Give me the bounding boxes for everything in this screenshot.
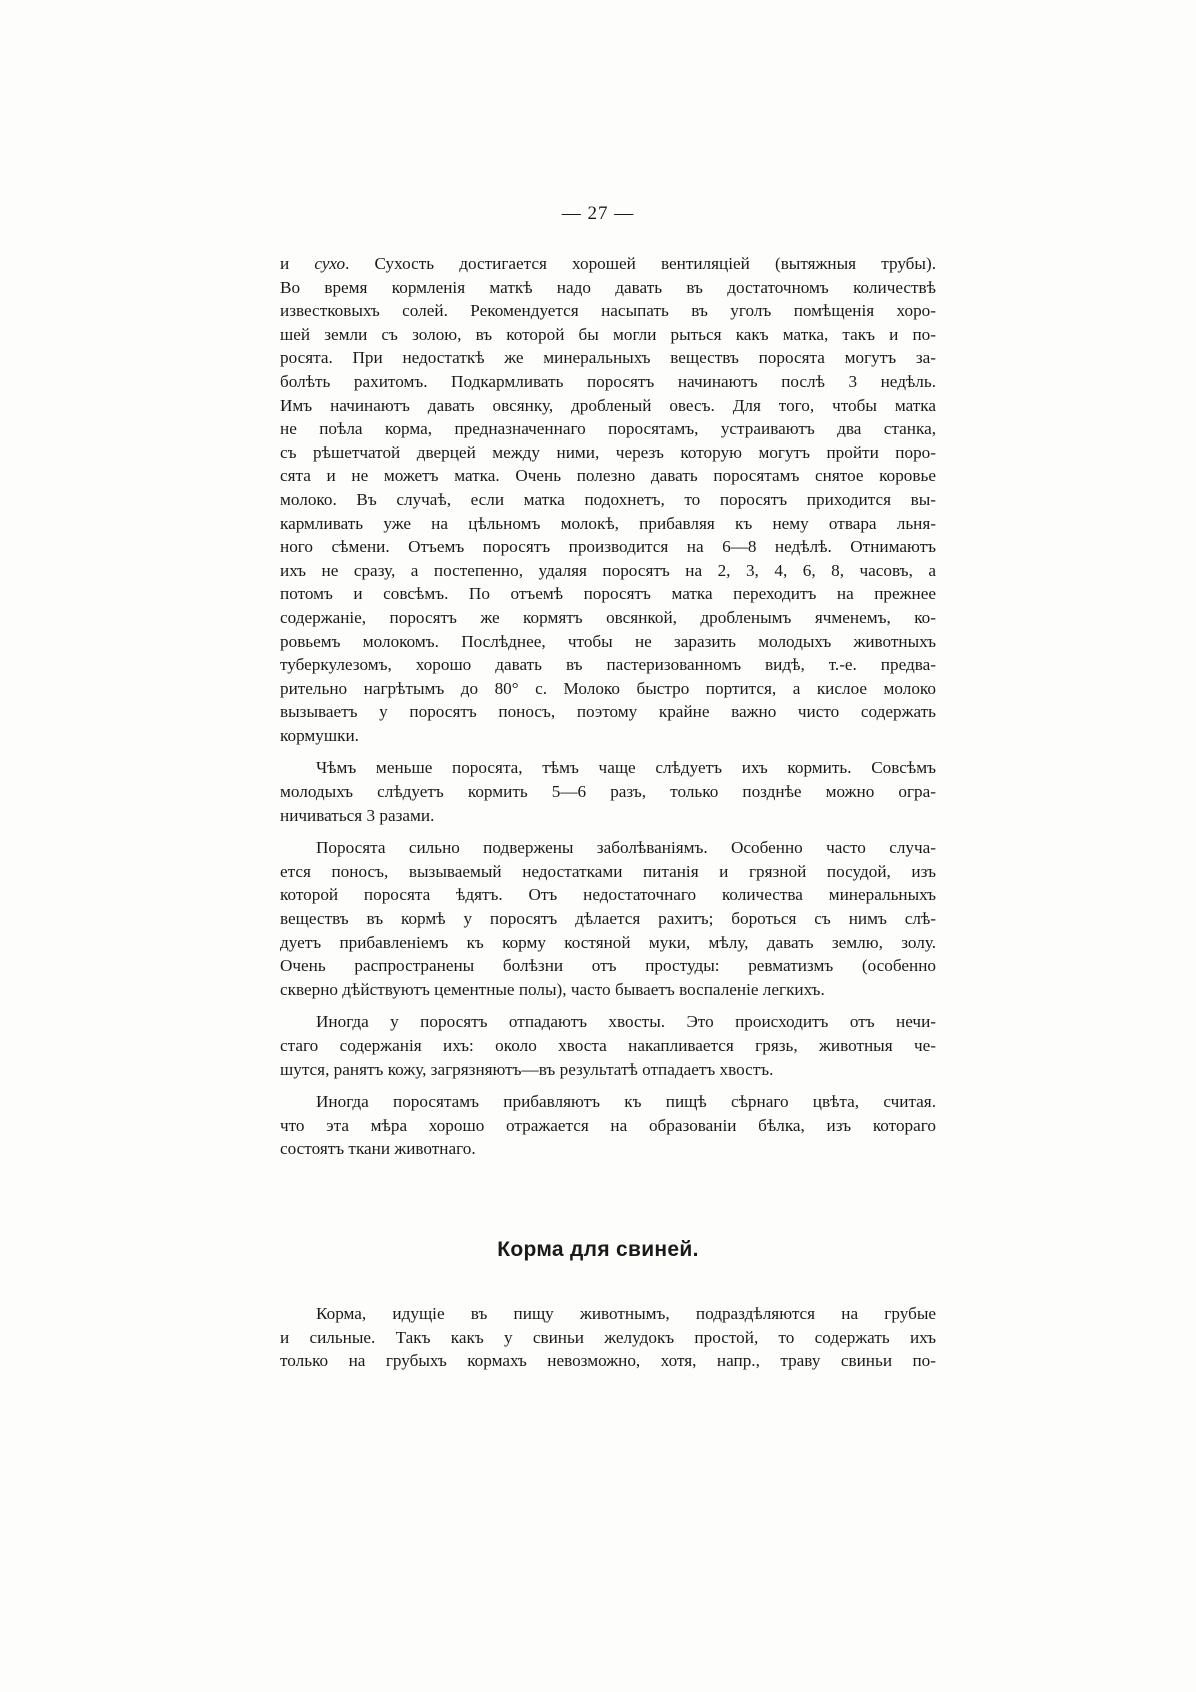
text-line: Корма, идущiе въ пищу животнымъ, подраздѣляются на грубые (316, 1304, 936, 1323)
paragraph-4 (280, 1010, 936, 1081)
text-line: содержанiе, поросятъ же кормятъ овсянкой, дробленымъ ячменемъ, ко- (280, 607, 936, 627)
section-body-text (280, 1302, 936, 1382)
text-line: Иногда у поросятъ отпадаютъ хвосты. Это происходитъ отъ нечи- (316, 1012, 936, 1032)
text-line: молодыхъ слѣдуетъ кормить 5—6 разъ, только позднѣе можно огра- (280, 782, 936, 802)
text-line: ется поносъ, вызываемый недостатками питанiя и грязной посудой, изъ (280, 861, 936, 881)
text-line: Во время кормленiя маткѣ надо давать въ достаточномъ количествѣ (280, 277, 936, 297)
text-line: и сильные. Такъ какъ у свиньи желудокъ простой, то содержать ихъ (280, 1327, 936, 1347)
paragraph-1 (280, 252, 936, 747)
text-line: Имъ начинаютъ давать овсянку, дробленый овесъ. Для того, чтобы матка (280, 395, 936, 415)
section-heading: Корма для свиней. (497, 1238, 699, 1261)
text-line: известковыхъ солей. Рекомендуется насыпать въ уголъ помѣщенiя хоро- (280, 301, 936, 321)
paragraph-3 (280, 836, 936, 1001)
text-line: состоятъ ткани животнаго. (280, 1139, 476, 1159)
text-line: кормушки. (280, 725, 359, 745)
text-line: которой поросята ѣдятъ. Отъ недостаточнаго количества минеральныхъ (280, 885, 936, 905)
text-line: Иногда поросятамъ прибавляютъ къ пищѣ сѣрнаго цвѣта, считая. (316, 1092, 936, 1112)
text-line: Чѣмъ меньше поросята, тѣмъ чаще слѣдуетъ ихъ кормить. Совсѣмъ (316, 758, 936, 778)
text-line: туберкулезомъ, хорошо давать въ пастеризованномъ видѣ, т.-е. предва- (280, 655, 936, 675)
paragraph-5 (280, 1090, 936, 1161)
text-line: вызываетъ у поросятъ поносъ, поэтому крайне важно чисто содержать (280, 702, 936, 722)
text-line: ничиваться 3 разами. (280, 805, 435, 825)
text-line: только на грубыхъ кормахъ невозможно, хотя, напр., траву свиньи по- (280, 1351, 936, 1371)
body-text (280, 252, 936, 1170)
text-line: молоко. Въ случаѣ, если матка подохнетъ, то поросятъ приходится вы- (280, 489, 936, 509)
text-line: дуетъ прибавленiемъ къ корму костяной муки, мѣлу, давать землю, золу. (280, 932, 936, 952)
text-line: шей земли съ золою, въ которой бы могли рыться какъ матка, такъ и по- (280, 324, 936, 344)
page-number: — 27 — (561, 203, 635, 224)
text-line: рительно нагрѣтымъ до 80° с. Молоко быстро портится, а кислое молоко (280, 678, 936, 698)
text-line: ихъ не сразу, а постепенно, удаляя поросятъ на 2, 3, 4, 6, 8, часовъ, а (280, 560, 936, 580)
text-line: потомъ и совсѣмъ. По отъемѣ поросятъ матка переходитъ на прежнее (280, 584, 936, 604)
text-line: болѣть рахитомъ. Подкармливать поросятъ начинаютъ послѣ 3 недѣль. (280, 371, 936, 391)
section-paragraph (280, 1302, 936, 1373)
text-line: кармливать уже на цѣльномъ молокѣ, прибавляя къ нему отвара льня- (280, 513, 936, 533)
text-line: не поѣла корма, предназначеннаго поросятамъ, устраиваютъ два станка, (280, 419, 936, 439)
text-line: съ рѣшетчатой дверцей между ними, черезъ которую могутъ пройти поро- (280, 442, 936, 462)
text-line: стаго содержанiя ихъ: около хвоста накапливается грязь, животныя че- (280, 1036, 936, 1055)
text-line: скверно дѣйствуютъ цементные полы), часто бываетъ воспаленiе легкихъ. (280, 979, 825, 999)
text-line: веществъ въ кормѣ у поросятъ дѣлается рахитъ; бороться съ нимъ слѣ- (280, 909, 936, 929)
text-line: сята и не можетъ матка. Очень полезно давать поросятамъ снятое коровье (280, 466, 936, 486)
text-line: Поросята сильно подвержены заболѣванiямъ. Особенно часто случа- (316, 838, 936, 858)
text-line: росята. При недостаткѣ же минеральныхъ веществъ поросята могутъ за- (280, 348, 936, 368)
text-line: Очень распространены болѣзни отъ простуды: ревматизмъ (особенно (280, 956, 936, 976)
text-line: что эта мѣра хорошо отражается на образованiи бѣлка, изъ котораго (280, 1115, 936, 1135)
text-line: ровьемъ молокомъ. Послѣднее, чтобы не заразить молодыхъ животныхъ (280, 631, 936, 651)
paragraph-2 (280, 756, 936, 827)
text-line: ного сѣмени. Отъемъ поросятъ производится на 6—8 недѣлѣ. Отнимаютъ (280, 537, 936, 557)
text-line: шутся, ранятъ кожу, загрязняютъ—въ результатѣ отпадаетъ хвостъ. (280, 1059, 774, 1079)
text-line: и сухо. Сухость достигается хорошей вентиляцiей (вытяжныя трубы). (280, 254, 936, 273)
